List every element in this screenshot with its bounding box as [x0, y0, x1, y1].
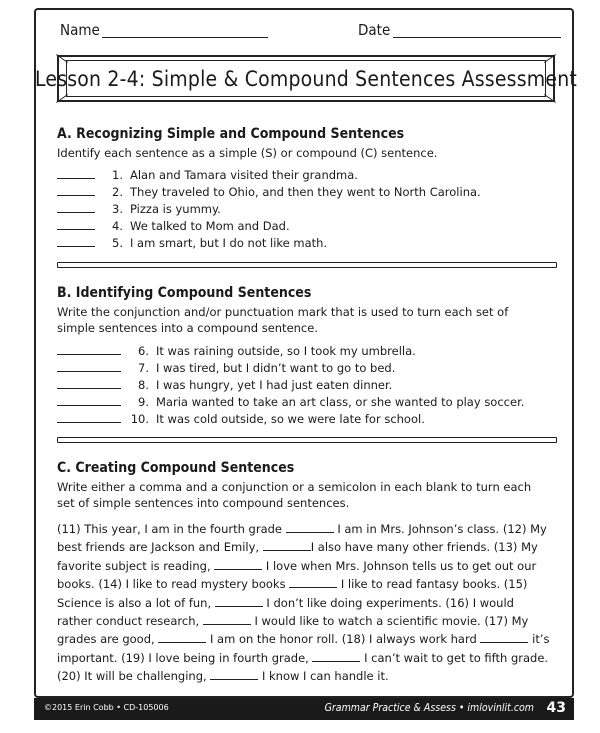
section-c-paragraph	[57, 520, 552, 686]
answer-blank[interactable]	[57, 184, 95, 196]
paragraph-text: I can’t wait to get to fifth grade. (20) It will be challenging,	[57, 650, 549, 684]
answer-blank[interactable]	[57, 394, 121, 406]
question-number: 3.	[112, 202, 123, 216]
answer-blank[interactable]	[210, 668, 258, 680]
answer-blank[interactable]	[312, 650, 360, 662]
paragraph-text: I am on the honor roll. (18) I always work hard	[206, 632, 481, 647]
paragraph-text: I would like to watch a scientific movie. (17) My grades are good,	[57, 614, 529, 647]
paragraph-text: it’s important. (19) I love being in fourth grade,	[57, 632, 550, 665]
answer-blank[interactable]	[203, 613, 251, 625]
section-divider	[57, 262, 557, 268]
title-frame	[35, 60, 577, 97]
question-text: Alan and Tamara visited their grandma.	[130, 168, 358, 182]
answer-blank[interactable]	[214, 558, 262, 570]
section-b-heading: B. Identifying Compound Sentences	[57, 285, 312, 301]
question-text: They traveled to Ohio, and then they went to North Carolina.	[130, 185, 481, 199]
paragraph-text: I don’t like doing experiments. (16) I would rather conduct research,	[57, 595, 514, 629]
question-row	[57, 394, 524, 410]
page-number: 43	[546, 700, 566, 716]
section-c-heading: C. Creating Compound Sentences	[57, 460, 295, 476]
answer-blank[interactable]	[263, 539, 311, 551]
question-row	[57, 218, 290, 234]
question-text: I was hungry, yet I had just eaten dinner.	[156, 378, 393, 392]
question-number: 10.	[130, 412, 149, 426]
question-row	[57, 167, 358, 183]
name-label: Name	[60, 21, 100, 39]
question-text: It was raining outside, so I took my umbrella.	[156, 344, 416, 358]
question-row	[57, 377, 392, 393]
question-number: 1.	[112, 168, 123, 182]
question-text: Pizza is yummy.	[130, 202, 221, 216]
answer-blank[interactable]	[57, 343, 121, 355]
paragraph-text: I know I can handle it.	[258, 669, 389, 684]
answer-blank[interactable]	[57, 167, 95, 179]
name-field[interactable]	[102, 37, 268, 38]
answer-blank[interactable]	[158, 631, 206, 643]
question-text: Maria wanted to take an art class, or she wanted to play soccer.	[156, 395, 525, 409]
question-row	[57, 411, 425, 427]
answer-blank[interactable]	[57, 411, 121, 423]
paragraph-text: I like to read fantasy books. (15) Science is also a lot of fun,	[57, 577, 528, 610]
section-b-instructions: Write the conjunction and/or punctuation mark that is used to turn each set of simple sentences into a compound sentence.	[57, 305, 509, 335]
question-number: 8.	[138, 378, 149, 392]
answer-blank[interactable]	[286, 521, 334, 533]
question-text: I am smart, but I do not like math.	[130, 236, 328, 250]
question-text: It was cold outside, so we were late for school.	[156, 412, 425, 426]
question-number: 5.	[112, 236, 123, 250]
question-row	[57, 343, 416, 359]
answer-blank[interactable]	[57, 360, 121, 372]
question-row	[57, 184, 481, 200]
section-a-heading: A. Recognizing Simple and Compound Sentences	[57, 126, 405, 142]
question-number: 2.	[112, 185, 123, 199]
answer-blank[interactable]	[57, 201, 95, 213]
question-number: 6.	[138, 344, 149, 358]
section-c-instructions: Write either a comma and a conjunction or a semicolon in each blank to turn each set of simple sentences into compound sentences.	[57, 480, 532, 510]
question-row	[57, 235, 327, 251]
date-label: Date	[358, 21, 391, 39]
paragraph-text: (11) This year, I am in the fourth grade	[57, 522, 286, 536]
footer-bar	[34, 698, 574, 720]
answer-blank[interactable]	[215, 595, 263, 607]
section-divider	[57, 437, 557, 443]
paragraph-text: I love when Mrs. Johnson tells us to get out our books. (14) I like to read mystery books	[57, 558, 537, 592]
question-text: We talked to Mom and Dad.	[130, 219, 290, 233]
footer-copyright: ©2015 Erin Cobb • CD-105006	[44, 703, 169, 712]
question-row	[57, 201, 221, 217]
footer-publication: Grammar Practice & Assess • imlovinlit.com	[324, 702, 534, 714]
answer-blank[interactable]	[480, 631, 528, 643]
question-text: I was tired, but I didn’t want to go to bed.	[156, 361, 396, 375]
section-a-instructions: Identify each sentence as a simple (S) or compound (C) sentence.	[57, 146, 438, 160]
page-title: Lesson 2-4: Simple & Compound Sentences Assessment	[35, 66, 577, 91]
question-number: 4.	[112, 219, 123, 233]
date-field[interactable]	[393, 37, 561, 38]
answer-blank[interactable]	[57, 377, 121, 389]
answer-blank[interactable]	[57, 218, 95, 230]
paragraph-text: I also have many other friends. (13) My favorite subject is reading,	[57, 540, 538, 573]
question-number: 9.	[138, 395, 149, 409]
answer-blank[interactable]	[289, 576, 337, 588]
answer-blank[interactable]	[57, 235, 95, 247]
question-number: 7.	[138, 361, 149, 375]
question-row	[57, 360, 395, 376]
paragraph-text: I am in Mrs. Johnson’s class. (12) My best friends are Jackson and Emily,	[57, 522, 547, 555]
